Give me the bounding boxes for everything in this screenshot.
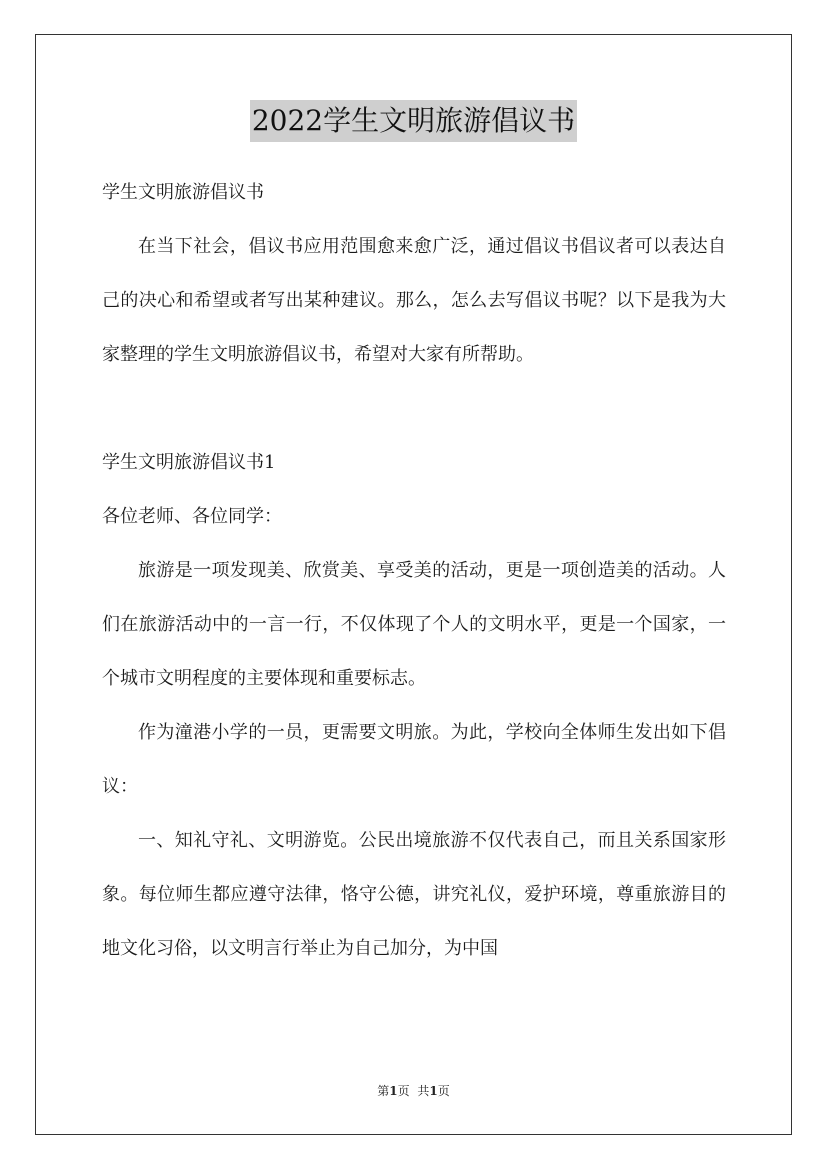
intro-heading: 学生文明旅游倡议书 xyxy=(102,182,264,203)
body-paragraph-2: 作为潼港小学的一员，更需要文明旅。为此，学校向全体师生发出如下倡议： xyxy=(102,722,726,797)
page-number: 1 xyxy=(389,1084,398,1098)
body-paragraph-1: 旅游是一项发现美、欣赏美、享受美的活动，更是一项创造美的活动。人们在旅游活动中的一言一行，不仅体现了个人的文明水平，更是一个国家，一个城市文明程度的主要体现和重要标志。 xyxy=(102,560,726,689)
total-prefix: 共 xyxy=(417,1084,430,1098)
total-suffix: 页 xyxy=(437,1084,450,1098)
section-spacer xyxy=(102,382,726,436)
document-body xyxy=(102,166,726,976)
intro-paragraph: 在当下社会，倡议书应用范围愈来愈广泛，通过倡议书倡议者可以表达自己的决心和希望或者写出某种建议。那么，怎么去写倡议书呢？以下是我为大家整理的学生文明旅游倡议书，希望对大家有所帮助。 xyxy=(102,236,726,365)
body-paragraph-3: 一、知礼守礼、文明游览。公民出境旅游不仅代表自己，而且关系国家形象。每位师生都应遵守法律，恪守公德，讲究礼仪，爱护环境，尊重旅游目的地文化习俗，以文明言行举止为自己加分，为中国 xyxy=(102,830,726,959)
salutation: 各位老师、各位同学： xyxy=(102,506,282,527)
page-prefix: 第 xyxy=(377,1084,390,1098)
title-container xyxy=(0,100,827,142)
page-suffix: 页 xyxy=(397,1084,410,1098)
section-heading: 学生文明旅游倡议书1 xyxy=(102,452,276,473)
page-footer xyxy=(0,1082,827,1099)
total-pages: 1 xyxy=(429,1084,438,1098)
document-title: 2022学生文明旅游倡议书 xyxy=(250,100,577,142)
